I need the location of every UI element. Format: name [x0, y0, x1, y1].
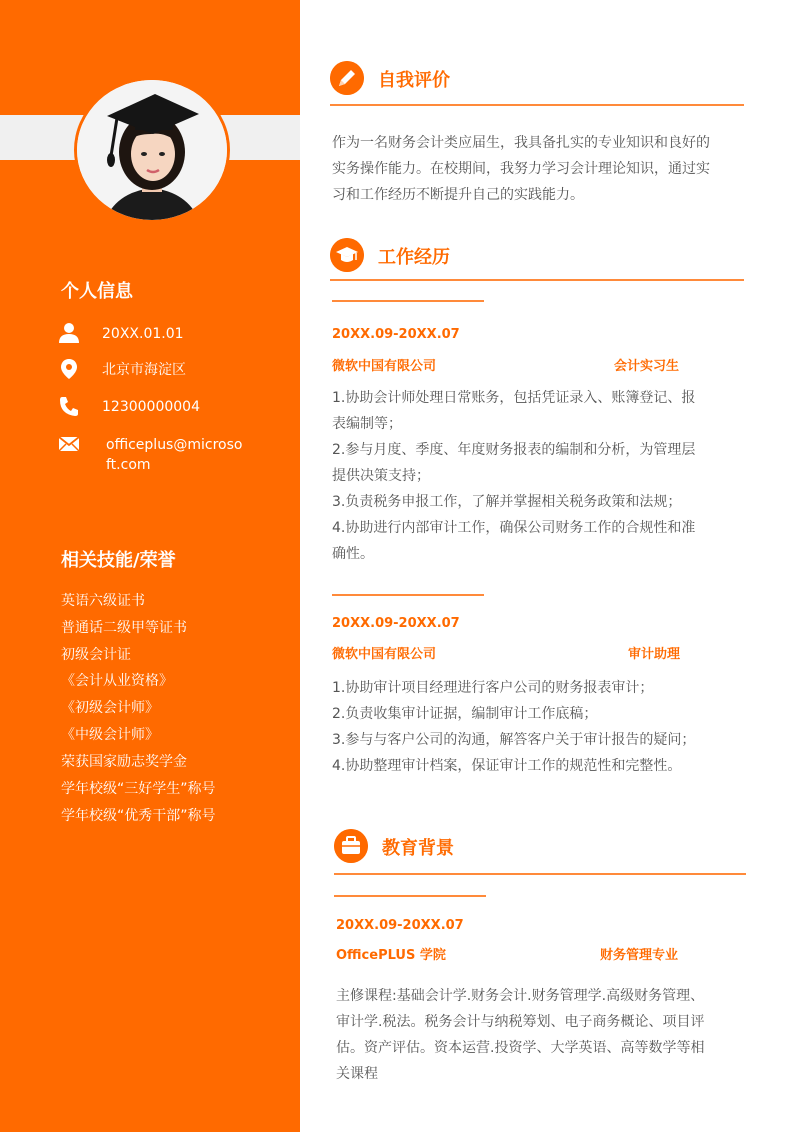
skill-item: 学年校级“三好学生”称号 [61, 781, 216, 797]
job-2-line [332, 594, 484, 596]
phone-icon [58, 395, 80, 417]
self-evaluation-text [332, 130, 752, 208]
education-date: 20XX.09-20XX.07 [336, 918, 464, 933]
job-2-line: 2.负责收集审计证据，编制审计工作底稿； [332, 706, 598, 722]
skill-item: 《中级会计师》 [61, 727, 159, 743]
email-line-1: officeplus@microso [106, 437, 243, 453]
self-evaluation-header [330, 61, 750, 121]
job-1-line: 3.负责税务申报工作，了解并掌握相关税务政策和法规； [332, 494, 682, 510]
skill-item: 初级会计证 [61, 647, 131, 663]
skill-item: 学年校级“优秀干部”称号 [61, 808, 216, 824]
graduation-cap-icon [330, 238, 364, 272]
courses-line: 关课程 [336, 1066, 378, 1082]
education-courses [336, 983, 750, 1087]
courses-line: 审计学.税法。税务会计与纳税筹划、电子商务概论、项目评 [336, 1014, 705, 1030]
self-line: 习和工作经历不断提升自己的实践能力。 [332, 187, 584, 203]
birth-date: 20XX.01.01 [102, 326, 184, 342]
mail-icon [58, 433, 80, 455]
job-2-line: 1.协助审计项目经理进行客户公司的财务报表审计； [332, 680, 654, 696]
education-divider [334, 873, 746, 875]
person-icon [58, 322, 80, 344]
job-1-company: 微软中国有限公司 [332, 359, 437, 374]
work-header [330, 238, 750, 298]
email-line-2: ft.com [106, 457, 151, 473]
pencil-icon [330, 61, 364, 95]
job-2-company: 微软中国有限公司 [332, 647, 437, 662]
job-1-line: 2.参与月度、季度、年度财务报表的编制和分析，为管理层 [332, 442, 696, 458]
skill-item: 普通话二级甲等证书 [61, 620, 187, 636]
avatar [74, 77, 230, 223]
info-location [58, 358, 258, 388]
self-divider [330, 104, 744, 106]
personal-info-title: 个人信息 [61, 281, 133, 302]
phone-number: 12300000004 [102, 399, 200, 415]
job-1-line: 4.协助进行内部审计工作，确保公司财务工作的合规性和准 [332, 520, 696, 536]
job-1-role: 会计实习生 [614, 359, 680, 374]
courses-line: 估。资产评估。资本运营.投资学、大学英语、高等数学等相 [336, 1040, 705, 1056]
job-1-line: 提供决策支持； [332, 468, 430, 484]
skills-title: 相关技能/荣誉 [61, 550, 176, 571]
skill-item: 荣获国家励志奖学金 [61, 754, 187, 770]
info-email [58, 433, 258, 477]
self-line: 实务操作能力。在校期间，我努力学习会计理论知识，通过实 [332, 161, 710, 177]
job-2-role: 审计助理 [628, 647, 681, 662]
info-birth [58, 322, 258, 352]
work-divider [330, 279, 744, 281]
briefcase-icon [334, 829, 368, 863]
job-1-date: 20XX.09-20XX.07 [332, 327, 460, 342]
skill-item: 英语六级证书 [61, 593, 145, 609]
info-phone [58, 395, 258, 425]
job-1-line: 1.协助会计师处理日常账务，包括凭证录入、账簿登记、报 [332, 390, 696, 406]
skill-item: 《初级会计师》 [61, 700, 159, 716]
job-2-date: 20XX.09-20XX.07 [332, 616, 460, 631]
job-1-description [332, 385, 752, 567]
job-1-line: 确性。 [332, 546, 374, 562]
job-1-line: 表编制等； [332, 416, 402, 432]
education-title: 教育背景 [382, 838, 454, 859]
location-text: 北京市海淀区 [102, 362, 186, 378]
email-text [106, 435, 242, 475]
sidebar [0, 0, 300, 1132]
job-2-line: 4.协助整理审计档案，保证审计工作的规范性和完整性。 [332, 758, 682, 774]
self-line: 作为一名财务会计类应届生，我具备扎实的专业知识和良好的 [332, 135, 710, 151]
work-title: 工作经历 [378, 247, 450, 268]
skill-item: 《会计从业资格》 [61, 673, 173, 689]
self-evaluation-title: 自我评价 [378, 70, 450, 91]
job-2-line: 3.参与与客户公司的沟通，解答客户关于审计报告的疑问； [332, 732, 696, 748]
avatar-photo [77, 80, 227, 220]
education-header [334, 829, 754, 889]
education-line [334, 895, 486, 897]
job-2-description [332, 675, 752, 779]
location-pin-icon [58, 358, 80, 380]
courses-line: 主修课程:基础会计学.财务会计.财务管理学.高级财务管理、 [336, 988, 705, 1004]
education-major: 财务管理专业 [600, 948, 679, 963]
job-1-line [332, 300, 484, 302]
education-school: OfficePLUS 学院 [336, 948, 446, 963]
